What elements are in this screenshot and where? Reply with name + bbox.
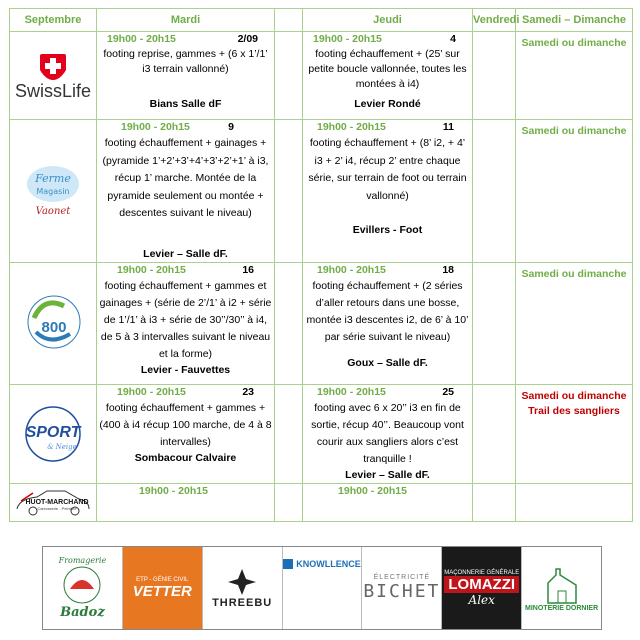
- header-row: [10, 9, 633, 32]
- cc800-logo: [10, 288, 96, 358]
- weekend-cell: [516, 483, 633, 521]
- fromagerie-badoz-logo: Fromagerie Badoz: [43, 547, 123, 629]
- knowllence-logo: KNOWLLENCE: [283, 547, 363, 629]
- sponsor-cell: [10, 384, 97, 483]
- sport-neige-logo: [10, 405, 96, 463]
- vetter-logo: ETP - GÉNIE CIVIL VETTER: [123, 547, 203, 629]
- session-description: footing échauffement + (25’ sur petite boucle vallonnée, toutes les montées à i4): [308, 48, 467, 90]
- swisslife-logo: SwissLife: [10, 52, 96, 99]
- mardi-header: Mardi: [97, 9, 275, 32]
- session-description: footing échauffement + gammes + (400 à i4 récup 100 marche, de 4 à 8 intervalles): [99, 401, 272, 448]
- jeudi-session: [303, 384, 473, 483]
- weekend-cell: [516, 262, 633, 384]
- ferme-magasin-logo: Ferme Magasin Vaonet: [10, 162, 96, 219]
- weekend-label: Samedi ou dimanche: [521, 389, 627, 402]
- weekend-cell: [516, 32, 633, 120]
- sport-neige-emblem-icon: [18, 405, 88, 463]
- knowllence-square-icon: [283, 559, 293, 569]
- session-time: 19h00 - 20h15: [139, 484, 208, 497]
- threebu-logo: THREEBU: [203, 547, 283, 629]
- weekend-cell: [516, 120, 633, 263]
- jeudi-session: [303, 32, 473, 120]
- session-location: Levier - Fauvettes: [140, 363, 231, 376]
- session-description: footing avec 6 x 20’’ i3 en fin de sortie, récup 40’’. Beaucoup vont courir aux sangliers alors c’est tranquille !: [311, 401, 464, 465]
- session-day: 18: [442, 263, 454, 276]
- session-day: 11: [442, 121, 454, 133]
- session-day: 25: [442, 385, 454, 398]
- week-row: [10, 483, 633, 521]
- vendredi-cell: [473, 384, 516, 483]
- sponsor-cell: [10, 483, 97, 521]
- week-row: [10, 32, 633, 120]
- vendredi-cell: [473, 262, 516, 384]
- svg-text:& Neige: & Neige: [47, 442, 77, 451]
- mardi-session: [97, 262, 275, 384]
- session-day: 2/09: [237, 33, 258, 45]
- week-row: [10, 384, 633, 483]
- vendredi-cell: [473, 483, 516, 521]
- huot-marchand-logo: [10, 487, 96, 517]
- weekend-label: Samedi ou dimanche: [521, 267, 627, 280]
- weekend-cell: [516, 384, 633, 483]
- session-description: footing échauffement + gammes et gainages + (série de 2’/1’ à i2 + série de 1’/1’ à i3 + série de 30’’/30’’ à i4, de 5 à 3 intervalles suivant le niveau et la forme): [99, 279, 272, 360]
- session-day: 9: [228, 121, 234, 133]
- mardi-session: [97, 483, 275, 521]
- sponsor-cell: [10, 262, 97, 384]
- session-time: 19h00 - 20h15: [317, 385, 386, 398]
- week-row: [10, 262, 633, 384]
- svg-text:HUOT-MARCHAND: HUOT-MARCHAND: [25, 499, 89, 506]
- mardi-session: [97, 120, 275, 263]
- mill-building-icon: [544, 565, 580, 605]
- session-location: Bians Salle dF: [149, 98, 222, 110]
- car-outline-icon: [13, 487, 93, 517]
- session-description: footing échauffement + gainages + (pyramide 1’+2’+3’+4’+3’+2’+1’ à i3, récup 1’ marche. Montée de la pyramide seulement ou montée + descentes suivant le niveau): [102, 137, 269, 219]
- spacer-cell: [275, 32, 303, 120]
- session-location: Goux – Salle dF.: [347, 356, 428, 369]
- session-description: footing reprise, gammes + (6 x 1’/1’ i3 terrain vallonné): [103, 48, 268, 75]
- event-label: Trail des sangliers: [528, 404, 620, 417]
- minoterie-dornier-logo: MINOTERIE DORNIER: [522, 547, 601, 629]
- session-location: Sombacour Calvaire: [134, 451, 237, 464]
- svg-text:Ferme: Ferme: [35, 172, 71, 186]
- svg-text:SPORT: SPORT: [25, 423, 81, 441]
- spacer-header: [275, 9, 303, 32]
- session-time: 19h00 - 20h15: [107, 33, 176, 45]
- session-time: 19h00 - 20h15: [338, 484, 407, 497]
- swisslife-cross-icon: [38, 52, 68, 82]
- jeudi-header: Jeudi: [303, 9, 473, 32]
- vendredi-header: Vendredi: [473, 9, 516, 32]
- session-day: 16: [242, 263, 254, 276]
- session-location: Levier – Salle dF.: [345, 468, 430, 481]
- threebu-star-icon: [227, 567, 257, 597]
- training-schedule: [9, 8, 633, 522]
- session-location: Levier Rondé: [354, 98, 421, 110]
- weekend-label: Samedi ou dimanche: [521, 37, 627, 49]
- lomazzi-logo: MAÇONNERIE GÉNÉRALE LOMAZZI Alex: [442, 547, 522, 629]
- session-day: 23: [242, 385, 254, 398]
- week-row: [10, 120, 633, 263]
- session-description: footing échauffement + (8’ i2, + 4’ i3 + 2’ i4, récup 2’ entre chaque série, sur terrain de foot ou terrain vallonné): [308, 137, 467, 202]
- jeudi-session: [303, 483, 473, 521]
- vendredi-cell: [473, 32, 516, 120]
- session-day: 4: [450, 33, 456, 45]
- sponsor-banner: [42, 546, 602, 630]
- svg-text:Magasin: Magasin: [36, 187, 70, 197]
- weekend-header: Samedi – Dimanche: [516, 9, 633, 32]
- ferme-cloud-icon: [25, 162, 81, 204]
- svg-text:800: 800: [41, 319, 67, 336]
- sponsor-cell: [10, 120, 97, 263]
- vendredi-cell: [473, 120, 516, 263]
- session-description: footing échauffement + (2 séries d’aller retours dans une bosse, montée i3 descentes i2, de 6’ à 10’ par série suivant le niveau): [306, 279, 469, 343]
- session-time: 19h00 - 20h15: [117, 263, 186, 276]
- badoz-emblem-icon: [62, 565, 102, 605]
- session-location: Evillers - Foot: [352, 224, 423, 236]
- session-time: 19h00 - 20h15: [313, 33, 382, 45]
- month-header: Septembre: [10, 9, 97, 32]
- spacer-cell: [275, 120, 303, 263]
- session-time: 19h00 - 20h15: [317, 121, 386, 133]
- spacer-cell: [275, 483, 303, 521]
- mardi-session: [97, 32, 275, 120]
- bichet-logo: ÉLECTRICITÉ BICHET: [362, 547, 442, 629]
- spacer-cell: [275, 384, 303, 483]
- sponsor-cell: [10, 32, 97, 120]
- jeudi-session: [303, 120, 473, 263]
- session-time: 19h00 - 20h15: [121, 121, 190, 133]
- weekend-label: Samedi ou dimanche: [521, 125, 627, 137]
- mardi-session: [97, 384, 275, 483]
- session-time: 19h00 - 20h15: [117, 385, 186, 398]
- svg-text:Carrosserie - Peinture: Carrosserie - Peinture: [37, 506, 77, 511]
- session-time: 19h00 - 20h15: [317, 263, 386, 276]
- jeudi-session: [303, 262, 473, 384]
- session-location: Levier – Salle dF.: [143, 247, 228, 260]
- spacer-cell: [275, 262, 303, 384]
- cc800-emblem-icon: [24, 288, 82, 358]
